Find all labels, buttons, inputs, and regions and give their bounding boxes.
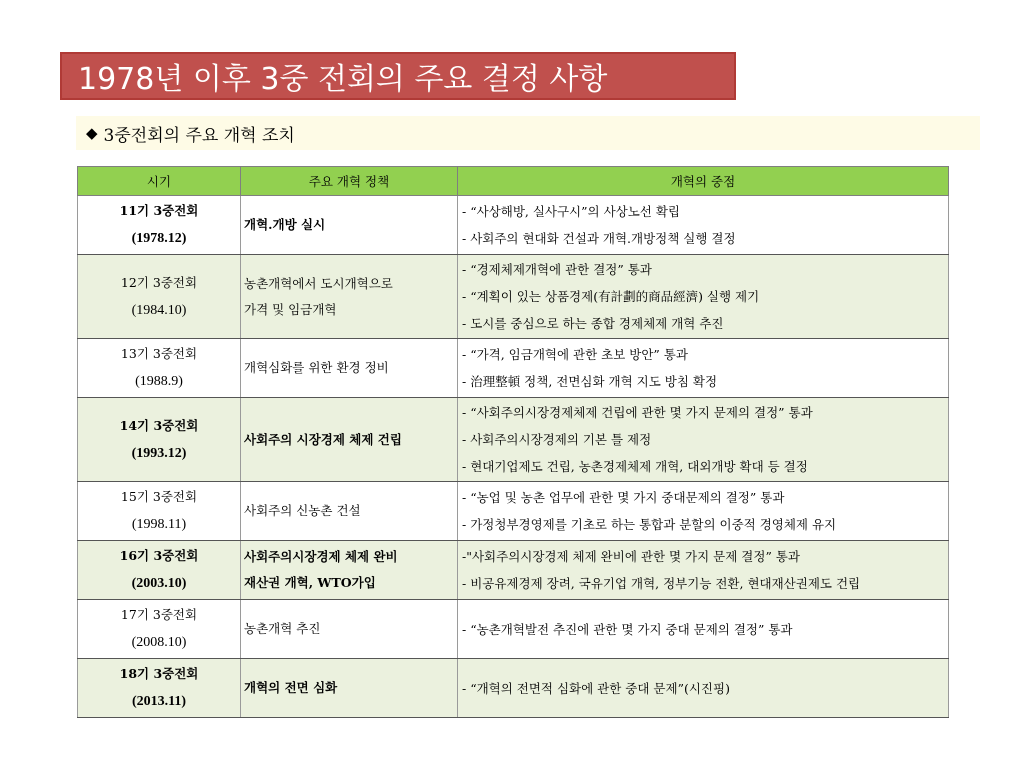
period-name: 13기 3중전회	[120, 346, 198, 361]
focus-line: - 治理整頓 정책, 전면심화 개혁 지도 방침 확정	[462, 374, 718, 389]
diamond-bullet-icon: ◆	[86, 124, 98, 142]
table-header-row	[78, 167, 949, 196]
focus-cell	[458, 339, 949, 398]
period-cell	[78, 255, 241, 339]
period-cell	[78, 541, 241, 600]
table-row	[78, 482, 949, 541]
period-date: (1984.10)	[131, 302, 187, 318]
period-date: (1993.12)	[131, 445, 187, 461]
period-name: 17기 3중전회	[120, 607, 198, 622]
policy-cell	[241, 482, 458, 541]
policy-cell	[241, 255, 458, 339]
focus-cell	[458, 541, 949, 600]
policy-line: 개혁심화를 위한 환경 정비	[244, 360, 389, 375]
reform-table	[77, 166, 949, 718]
policy-cell	[241, 196, 458, 255]
policy-line: 개혁.개방 실시	[244, 217, 326, 232]
focus-line: - 가정청부경영제를 기초로 하는 통합과 분할의 이중적 경영체제 유지	[462, 517, 837, 532]
period-date: (2008.10)	[131, 635, 187, 650]
period-name: 11기 3중전회	[119, 203, 199, 218]
policy-cell	[241, 398, 458, 482]
period-date: (1978.12)	[131, 231, 187, 246]
table-row	[78, 196, 949, 255]
period-cell	[78, 600, 241, 659]
title-banner	[60, 52, 736, 100]
focus-line: - 현대기업제도 건립, 농촌경제체제 개혁, 대외개방 확대 등 결정	[462, 459, 808, 474]
table-row	[78, 255, 949, 339]
policy-line: 사회주의 시장경제 체제 건립	[244, 431, 402, 447]
table-row	[78, 541, 949, 600]
period-cell	[78, 659, 241, 718]
policy-line: 사회주의시장경제 체제 완비	[244, 549, 398, 564]
focus-line: - “경제체제개혁에 관한 결정” 통과	[462, 262, 652, 277]
policy-cell	[241, 659, 458, 718]
policy-line: 사회주의 신농촌 건설	[244, 503, 361, 518]
focus-line: - “가격, 임금개혁에 관한 초보 방안” 통과	[462, 347, 688, 362]
period-name: 14기 3중전회	[119, 417, 199, 433]
focus-cell	[458, 659, 949, 718]
table-row	[78, 659, 949, 718]
focus-cell	[458, 482, 949, 541]
policy-line: 농촌개혁에서 도시개혁으로	[244, 275, 393, 291]
period-cell	[78, 398, 241, 482]
period-cell	[78, 482, 241, 541]
period-date: (2013.11)	[131, 694, 187, 709]
focus-line: - “계획이 있는 상품경제(有計劃的商品經濟) 실행 제기	[462, 289, 760, 304]
focus-line: - 도시를 중심으로 하는 종합 경제체제 개혁 추진	[462, 316, 724, 331]
section-heading-text: 3중전회의 주요 개혁 조치	[103, 125, 295, 146]
period-cell	[78, 339, 241, 398]
policy-cell	[241, 339, 458, 398]
policy-line: 농촌개혁 추진	[244, 621, 321, 636]
policy-line: 개혁의 전면 심화	[244, 680, 338, 695]
page-title: 1978년 이후 3중 전회의 주요 결정 사항	[78, 62, 608, 97]
header-focus: 개혁의 중점	[458, 167, 949, 196]
policy-line: 가격 및 임금개혁	[244, 301, 337, 317]
policy-line: 재산권 개혁, WTO가입	[244, 575, 376, 590]
focus-line: - 사회주의시장경제의 기본 틀 제정	[462, 432, 652, 447]
period-name: 12기 3중전회	[120, 274, 198, 290]
period-date: (1998.11)	[131, 517, 187, 532]
focus-line: - “개혁의 전면적 심화에 관한 중대 문제”(시진핑)	[462, 680, 730, 696]
period-cell	[78, 196, 241, 255]
focus-line: - “농업 및 농촌 업무에 관한 몇 가지 중대문제의 결정” 통과	[462, 490, 785, 505]
focus-cell	[458, 255, 949, 339]
table-row	[78, 600, 949, 659]
focus-cell	[458, 398, 949, 482]
period-name: 18기 3중전회	[119, 666, 199, 681]
focus-cell	[458, 600, 949, 659]
focus-cell	[458, 196, 949, 255]
period-name: 16기 3중전회	[119, 548, 199, 563]
table-row	[78, 398, 949, 482]
focus-line: - “농촌개혁발전 추진에 관한 몇 가지 중대 문제의 결정” 통과	[462, 621, 793, 637]
focus-line: - “사상해방, 실사구시”의 사상노선 확립	[462, 204, 680, 219]
table-body	[78, 196, 949, 718]
period-date: (1988.9)	[135, 374, 183, 389]
focus-line: - 비공유제경제 장려, 국유기업 개혁, 정부기능 전환, 현대재산권제도 건립	[462, 576, 861, 591]
focus-line: -"사회주의시장경제 체제 완비에 관한 몇 가지 문제 결정” 통과	[462, 549, 800, 564]
period-name: 15기 3중전회	[120, 489, 198, 504]
period-date: (2003.10)	[131, 576, 187, 591]
section-heading	[76, 116, 980, 150]
policy-cell	[241, 541, 458, 600]
policy-cell	[241, 600, 458, 659]
table-row	[78, 339, 949, 398]
header-policy: 주요 개혁 정책	[241, 167, 458, 196]
focus-line: - 사회주의 현대화 건설과 개혁.개방정책 실행 결정	[462, 231, 736, 246]
focus-line: - “사회주의시장경제체제 건립에 관한 몇 가지 문제의 결정” 통과	[462, 405, 813, 420]
header-period: 시기	[78, 167, 241, 196]
